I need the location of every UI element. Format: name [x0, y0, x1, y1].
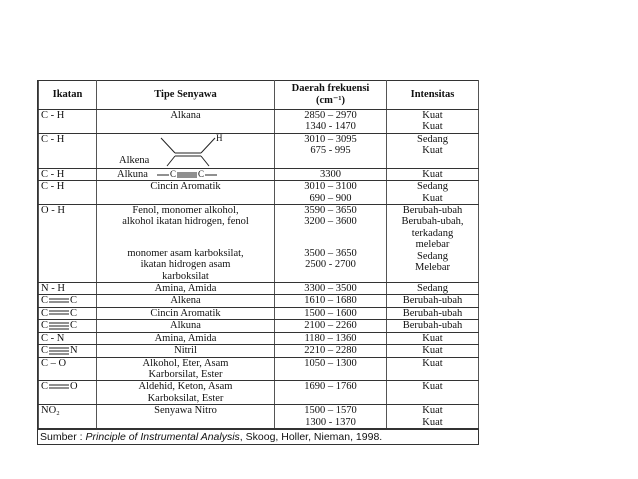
intensity-value: Kuat: [422, 168, 443, 180]
cell-intensity: [387, 205, 479, 283]
table-row: [39, 332, 479, 344]
bond-atom-left: C: [41, 320, 49, 332]
cell-bond: [39, 320, 97, 332]
intensity-value: Melebar: [415, 262, 450, 274]
table-row: [39, 405, 479, 429]
double-bond-icon: [48, 383, 70, 391]
cell-frequency: 1500 – 1600: [275, 307, 387, 319]
cell-frequency: [275, 405, 387, 429]
cell-bond: C - H: [39, 181, 97, 205]
cell-frequency: [275, 181, 387, 205]
bond-atom-right: C: [70, 320, 78, 332]
cell-frequency: 2100 – 2260: [275, 320, 387, 332]
frequency-value: 3010 – 3100: [304, 181, 357, 193]
table-row: [39, 320, 479, 332]
intensity-value: Kuat: [422, 121, 443, 133]
cell-intensity: Sedang: [387, 283, 479, 295]
table-row: [39, 181, 479, 205]
intensity-value: Kuat: [422, 110, 443, 121]
cell-intensity: [387, 405, 479, 429]
intensity-value: melebar: [415, 239, 450, 251]
source-title: Principle of Instrumental Analysis: [85, 430, 240, 443]
compound-line: Alkohol, Eter, Asam: [142, 357, 229, 369]
cell-frequency: [275, 110, 387, 134]
cell-bond: C - H: [39, 168, 97, 180]
cell-compound: [97, 357, 275, 381]
frequency-value: 3590 – 3650: [304, 205, 357, 217]
cell-bond: O - H: [39, 205, 97, 283]
frequency-value: 690 – 900: [309, 192, 352, 204]
alkene-h-atom: H: [216, 133, 223, 143]
frequency-value: 3500 – 3650: [304, 247, 357, 259]
table-row: [39, 307, 479, 319]
cell-intensity: Kuat: [387, 357, 479, 381]
alkyne-bond-diagram: [157, 169, 217, 180]
cell-compound: Alkena: [97, 295, 275, 307]
cell-compound: Alkana: [97, 110, 275, 134]
frequency-value: 3200 – 3600: [304, 216, 357, 228]
cell-bond: NO₂: [39, 405, 97, 429]
table-row: [39, 295, 479, 307]
cell-bond: N - H: [39, 283, 97, 295]
frequency-value: 3010 – 3095: [304, 133, 357, 145]
intensity-value: Kuat: [422, 145, 443, 157]
cell-intensity: Berubah-ubah: [387, 320, 479, 332]
compound-line: Fenol, monomer alkohol,: [132, 205, 239, 217]
bond-atom-right: C: [70, 295, 78, 307]
cell-frequency: [275, 168, 387, 180]
cell-compound: Alkuna: [97, 320, 275, 332]
bond-atom-right: C: [70, 307, 78, 319]
frequency-value: 2500 - 2700: [305, 259, 356, 271]
cell-intensity: Kuat: [387, 332, 479, 344]
cell-intensity: [387, 168, 479, 180]
header-frequency-unit: (cm⁻¹): [315, 95, 346, 106]
cell-intensity: Kuat: [387, 345, 479, 357]
alkyne-c-atom-left: C: [170, 168, 177, 179]
source-prefix: Sumber :: [40, 430, 86, 443]
double-bond-icon: [48, 297, 70, 305]
cell-compound: Amina, Amida: [97, 283, 275, 295]
cell-intensity: Berubah-ubah: [387, 307, 479, 319]
cell-compound: Nitril: [97, 345, 275, 357]
frequency-value: 1500 – 1570: [304, 405, 357, 417]
bond-atom-left: C: [41, 307, 49, 319]
header-intensity: Intensitas: [387, 81, 479, 110]
cell-compound: [97, 168, 275, 180]
cell-frequency: 1050 – 1300: [275, 357, 387, 381]
frequency-value: 1300 - 1370: [305, 416, 356, 428]
cell-intensity: Kuat: [387, 381, 479, 405]
alkyne-label: Alkuna: [117, 168, 148, 180]
intensity-value: Sedang: [417, 133, 448, 145]
alkyne-c-atom-right: C: [198, 168, 205, 179]
compound-line: Karboksilat, Ester: [147, 392, 224, 404]
table-row: [39, 110, 479, 134]
intensity-value: Sedang: [417, 181, 448, 193]
cell-compound: [97, 205, 275, 283]
alkene-label: Alkena: [119, 154, 150, 166]
compound-line: karboksilat: [162, 270, 209, 282]
table-row: [39, 381, 479, 405]
frequency-value: 2850 – 2970: [304, 110, 357, 121]
header-compound-type: Tipe Senyawa: [97, 81, 275, 110]
cell-compound: Amina, Amida: [97, 332, 275, 344]
source-suffix: , Skoog, Holler, Nieman, 1998.: [239, 430, 383, 443]
cell-bond: C – O: [39, 357, 97, 381]
cell-bond: [39, 345, 97, 357]
cell-intensity: [387, 181, 479, 205]
cell-bond: [39, 307, 97, 319]
compound-line: alkohol ikatan hidrogen, fenol: [122, 216, 249, 228]
cell-frequency: 1690 – 1760: [275, 381, 387, 405]
cell-frequency: 2210 – 2280: [275, 345, 387, 357]
table-row: [39, 168, 479, 180]
intensity-value: Kuat: [422, 405, 443, 417]
cell-bond: C - H: [39, 110, 97, 134]
table-row: [39, 357, 479, 381]
intensity-value: terkadang: [411, 227, 454, 239]
alkene-structure: [99, 134, 272, 168]
cell-bond: C - N: [39, 332, 97, 344]
header-bond: Ikatan: [39, 81, 97, 110]
alkyne-structure: [99, 169, 272, 180]
header-frequency: [275, 81, 387, 110]
double-bond-icon: [48, 309, 70, 317]
header-frequency-line1: Daerah frekuensi: [291, 83, 370, 94]
intensity-value: Berubah-ubah,: [401, 216, 464, 228]
frequency-value: 3300: [320, 168, 341, 180]
cell-bond: [39, 295, 97, 307]
cell-frequency: [275, 205, 387, 283]
bond-atom-right: N: [70, 345, 78, 357]
ir-frequency-table: [38, 80, 479, 429]
table-header-row: [39, 81, 479, 110]
cell-intensity: [387, 110, 479, 134]
intensity-value: Kuat: [422, 192, 443, 204]
cell-frequency: 3300 – 3500: [275, 283, 387, 295]
intensity-value: Berubah-ubah: [402, 205, 463, 217]
triple-bond-icon: [48, 347, 70, 355]
ir-table-document: [37, 80, 479, 445]
cell-compound: [97, 381, 275, 405]
table-row: [39, 133, 479, 168]
compound-line: monomer asam karboksilat,: [127, 247, 244, 259]
cell-bond: C - H: [39, 133, 97, 168]
cell-intensity: [387, 133, 479, 168]
cell-frequency: [275, 133, 387, 168]
table-row: [39, 345, 479, 357]
cell-compound: Cincin Aromatik: [97, 307, 275, 319]
intensity-value: Sedang: [417, 250, 448, 262]
frequency-value: 675 - 995: [310, 145, 351, 157]
cell-frequency: 1180 – 1360: [275, 332, 387, 344]
bond-atom-left: C: [41, 345, 49, 357]
compound-line: Aldehid, Keton, Asam: [138, 381, 233, 393]
table-row: [39, 205, 479, 283]
cell-bond: [39, 381, 97, 405]
compound-line: ikatan hidrogen asam: [140, 259, 231, 271]
compound-line: Karborsilat, Ester: [148, 368, 223, 380]
source-caption: [38, 429, 478, 445]
bond-atom-right: O: [70, 381, 78, 393]
triple-bond-icon: [48, 322, 70, 330]
cell-compound: Senyawa Nitro: [97, 405, 275, 429]
table-row: [39, 283, 479, 295]
cell-intensity: Berubah-ubah: [387, 295, 479, 307]
cell-compound: [97, 133, 275, 168]
intensity-value: Kuat: [422, 416, 443, 428]
bond-atom-left: C: [41, 295, 49, 307]
frequency-value: 1340 - 1470: [305, 121, 356, 133]
cell-compound: Cincin Aromatik: [97, 181, 275, 205]
bond-atom-left: C: [41, 381, 49, 393]
cell-frequency: 1610 – 1680: [275, 295, 387, 307]
